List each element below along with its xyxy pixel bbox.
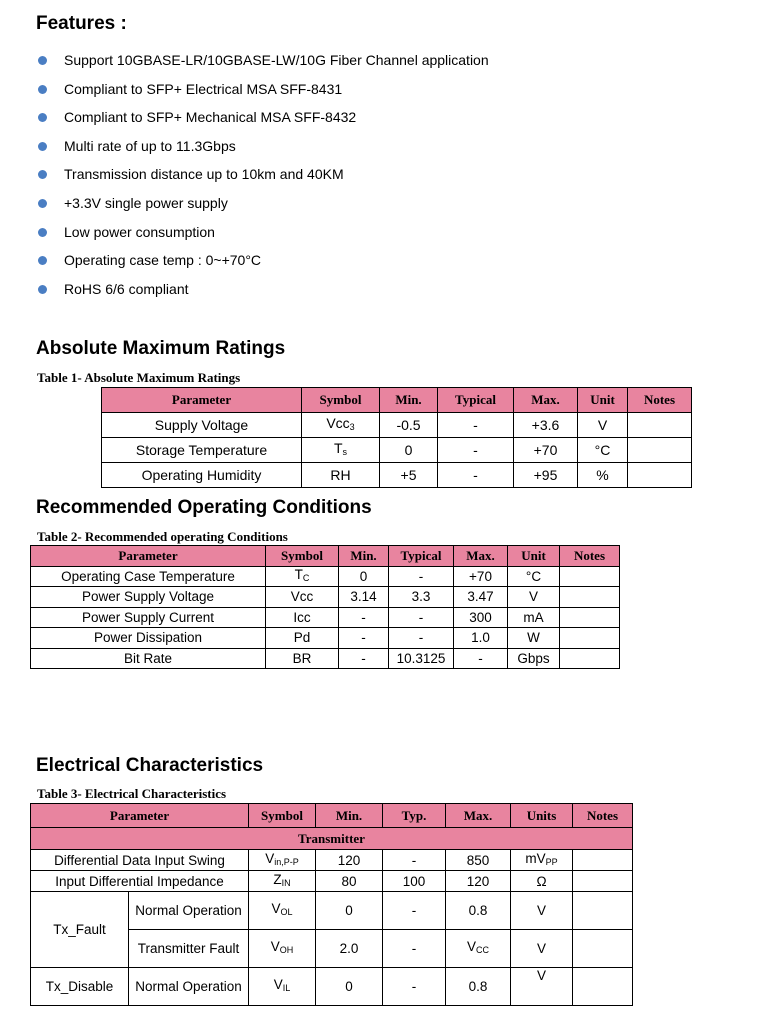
unit-cell: Ω [511, 871, 573, 892]
subscript: OL [280, 907, 293, 917]
min-cell: 0 [316, 968, 383, 1006]
typical-cell: - [389, 628, 454, 649]
table-header-row [31, 804, 633, 828]
feature-text: Compliant to SFP+ Mechanical MSA SFF-8432 [64, 109, 357, 126]
notes-cell [573, 930, 633, 968]
typical-cell: 10.3125 [389, 648, 454, 669]
typical-cell: 100 [383, 871, 446, 892]
unit-cell: % [578, 463, 628, 488]
header-cell: Typ. [383, 804, 446, 828]
abs-max-heading: Absolute Maximum Ratings [36, 338, 286, 359]
unit-cell: $mV_{PP}$ [511, 850, 573, 871]
bullet-icon [38, 56, 47, 65]
max-cell: +70 [514, 438, 578, 463]
min-cell: -0.5 [380, 413, 438, 438]
min-cell: 3.14 [339, 587, 389, 608]
unit-cell: V [511, 930, 573, 968]
table-row [31, 628, 620, 649]
table-header-row [102, 388, 692, 413]
subscript: s [342, 446, 348, 457]
elec-table [30, 803, 633, 1006]
table-row [31, 850, 633, 871]
table-row [31, 968, 633, 1006]
header-cell: Symbol [302, 388, 380, 413]
list-item [36, 50, 489, 79]
symbol-cell: $V_{IL}$ [249, 968, 316, 1006]
list-item [36, 250, 489, 279]
bullet-icon [38, 256, 47, 265]
subscript: PP [545, 856, 558, 867]
parameter-cell: Storage Temperature [102, 438, 302, 463]
parameter-cell: Power Supply Current [31, 607, 266, 628]
header-cell: Notes [628, 388, 692, 413]
max-cell: 3.47 [454, 587, 508, 608]
max-cell: +95 [514, 463, 578, 488]
header-cell: Max. [454, 546, 508, 567]
header-cell: Max. [514, 388, 578, 413]
subscript: CC [476, 945, 489, 955]
parameter-cell: Supply Voltage [102, 413, 302, 438]
max-cell: 120 [446, 871, 511, 892]
parameter-cell: Differential Data Input Swing [31, 850, 249, 871]
notes-cell [560, 566, 620, 587]
elec-heading: Electrical Characteristics [36, 755, 264, 776]
min-cell: 120 [316, 850, 383, 871]
table-row [102, 463, 692, 488]
tx-fault-label: Tx_Fault [31, 892, 129, 968]
unit-cell: mA [508, 607, 560, 628]
subscript: OH [279, 945, 294, 955]
unit-cell: V [511, 892, 573, 930]
min-cell: 0 [339, 566, 389, 587]
header-cell: Min. [339, 546, 389, 567]
min-cell: - [339, 607, 389, 628]
notes-cell [573, 892, 633, 930]
notes-cell [573, 850, 633, 871]
max-cell: 1.0 [454, 628, 508, 649]
header-cell: Symbol [266, 546, 339, 567]
notes-cell [628, 463, 692, 488]
table-header-row [31, 546, 620, 567]
typical-cell: - [389, 607, 454, 628]
parameter-cell: Bit Rate [31, 648, 266, 669]
header-cell: Typical [389, 546, 454, 567]
feature-text: +3.3V single power supply [64, 194, 228, 211]
symbol-cell: Vcc [266, 587, 339, 608]
features-heading: Features : [36, 13, 127, 34]
min-cell: 2.0 [316, 930, 383, 968]
subscript: C [302, 572, 310, 583]
max-cell: +3.6 [514, 413, 578, 438]
symbol-cell: Pd [266, 628, 339, 649]
rec-op-heading: Recommended Operating Conditions [36, 497, 372, 518]
table-row [31, 607, 620, 628]
table3-caption: Table 3- Electrical Characteristics [37, 786, 227, 801]
table2-caption: Table 2- Recommended operating Conditions [37, 529, 288, 544]
header-cell: Max. [446, 804, 511, 828]
unit-cell: W [508, 628, 560, 649]
list-item [36, 164, 489, 193]
subscript: IN [281, 877, 291, 888]
unit-cell: V [511, 968, 573, 1006]
notes-cell [560, 628, 620, 649]
sub-parameter-cell: Normal Operation [129, 968, 249, 1006]
bullet-icon [38, 85, 47, 94]
list-item [36, 136, 489, 165]
unit-cell: V [578, 413, 628, 438]
notes-cell [560, 607, 620, 628]
feature-text: Operating case temp : 0~+70°C [64, 252, 262, 269]
typical-cell: - [438, 413, 514, 438]
max-cell: 850 [446, 850, 511, 871]
subscript: IL [282, 983, 291, 993]
typical-cell: - [383, 892, 446, 930]
notes-cell [573, 968, 633, 1006]
typical-cell: - [389, 566, 454, 587]
list-item [36, 107, 489, 136]
max-cell: 0.8 [446, 968, 511, 1006]
list-item [36, 79, 489, 108]
symbol-cell: $V_{OH}$ [249, 930, 316, 968]
table-row [31, 871, 633, 892]
symbol-cell: $Z_{IN}$ [249, 871, 316, 892]
unit-cell: °C [508, 566, 560, 587]
notes-cell [560, 648, 620, 669]
section-row [31, 828, 633, 850]
header-cell: Typical [438, 388, 514, 413]
notes-cell [573, 871, 633, 892]
symbol-cell: Icc [266, 607, 339, 628]
symbol-cell: $V_{OL}$ [249, 892, 316, 930]
table-row [102, 438, 692, 463]
parameter-cell: Operating Humidity [102, 463, 302, 488]
unit-cell: V [508, 587, 560, 608]
header-cell: Min. [380, 388, 438, 413]
unit-cell: °C [578, 438, 628, 463]
feature-text: Compliant to SFP+ Electrical MSA SFF-8431 [64, 80, 343, 97]
header-cell: Symbol [249, 804, 316, 828]
min-cell: 80 [316, 871, 383, 892]
list-item [36, 193, 489, 222]
feature-text: Low power consumption [64, 223, 215, 240]
max-cell: 300 [454, 607, 508, 628]
subscript: 3 [349, 421, 355, 432]
bullet-icon [38, 228, 47, 237]
feature-text: Transmission distance up to 10km and 40KM [64, 166, 344, 183]
typical-cell: 3.3 [389, 587, 454, 608]
min-cell: +5 [380, 463, 438, 488]
feature-text: RoHS 6/6 compliant [64, 280, 189, 297]
abs-max-table [101, 387, 692, 488]
bullet-icon [38, 199, 47, 208]
bullet-icon [38, 113, 47, 122]
header-cell: Parameter [31, 546, 266, 567]
section-label: Transmitter [31, 828, 633, 850]
sub-parameter-cell: Normal Operation [129, 892, 249, 930]
max-cell: $V_{CC}$ [446, 930, 511, 968]
max-cell: 0.8 [446, 892, 511, 930]
symbol-cell: $V_{in,P-P}$ [249, 850, 316, 871]
symbol-cell: Vcc$_3$ [302, 413, 380, 438]
min-cell: - [339, 628, 389, 649]
tx-disable-label: Tx_Disable [31, 968, 129, 1006]
parameter-cell: Input Differential Impedance [31, 871, 249, 892]
table-row [102, 413, 692, 438]
unit-cell: Gbps [508, 648, 560, 669]
bullet-icon [38, 285, 47, 294]
symbol-cell: $T_C$ [266, 566, 339, 587]
typical-cell: - [438, 438, 514, 463]
features-list [36, 50, 489, 307]
notes-cell [560, 587, 620, 608]
header-cell: Unit [578, 388, 628, 413]
parameter-cell: Operating Case Temperature [31, 566, 266, 587]
typical-cell: - [383, 968, 446, 1006]
feature-text: Multi rate of up to 11.3Gbps [64, 137, 236, 154]
notes-cell [628, 413, 692, 438]
subscript: in,P-P [274, 856, 299, 867]
table-row [31, 648, 620, 669]
header-cell: Units [511, 804, 573, 828]
bullet-icon [38, 170, 47, 179]
notes-cell [628, 438, 692, 463]
typical-cell: - [438, 463, 514, 488]
parameter-cell: Power Supply Voltage [31, 587, 266, 608]
typical-cell: - [383, 850, 446, 871]
table-row [31, 566, 620, 587]
typical-cell: - [383, 930, 446, 968]
table1-caption: Table 1- Absolute Maximum Ratings [37, 370, 241, 385]
header-cell: Min. [316, 804, 383, 828]
header-cell: Parameter [102, 388, 302, 413]
header-cell: Unit [508, 546, 560, 567]
symbol-cell: RH [302, 463, 380, 488]
symbol-cell: $T_s$ [302, 438, 380, 463]
rec-op-table [30, 545, 620, 669]
list-item [36, 222, 489, 251]
header-cell: Notes [560, 546, 620, 567]
feature-text: Support 10GBASE-LR/10GBASE-LW/10G Fiber Channel application [64, 52, 489, 68]
sub-parameter-cell: Transmitter Fault [129, 930, 249, 968]
min-cell: 0 [316, 892, 383, 930]
header-cell: Parameter [31, 804, 249, 828]
header-cell: Notes [573, 804, 633, 828]
min-cell: 0 [380, 438, 438, 463]
list-item [36, 279, 489, 308]
symbol-cell: BR [266, 648, 339, 669]
table-row [31, 587, 620, 608]
min-cell: - [339, 648, 389, 669]
max-cell: - [454, 648, 508, 669]
table-row [31, 892, 633, 930]
max-cell: +70 [454, 566, 508, 587]
parameter-cell: Power Dissipation [31, 628, 266, 649]
bullet-icon [38, 142, 47, 151]
